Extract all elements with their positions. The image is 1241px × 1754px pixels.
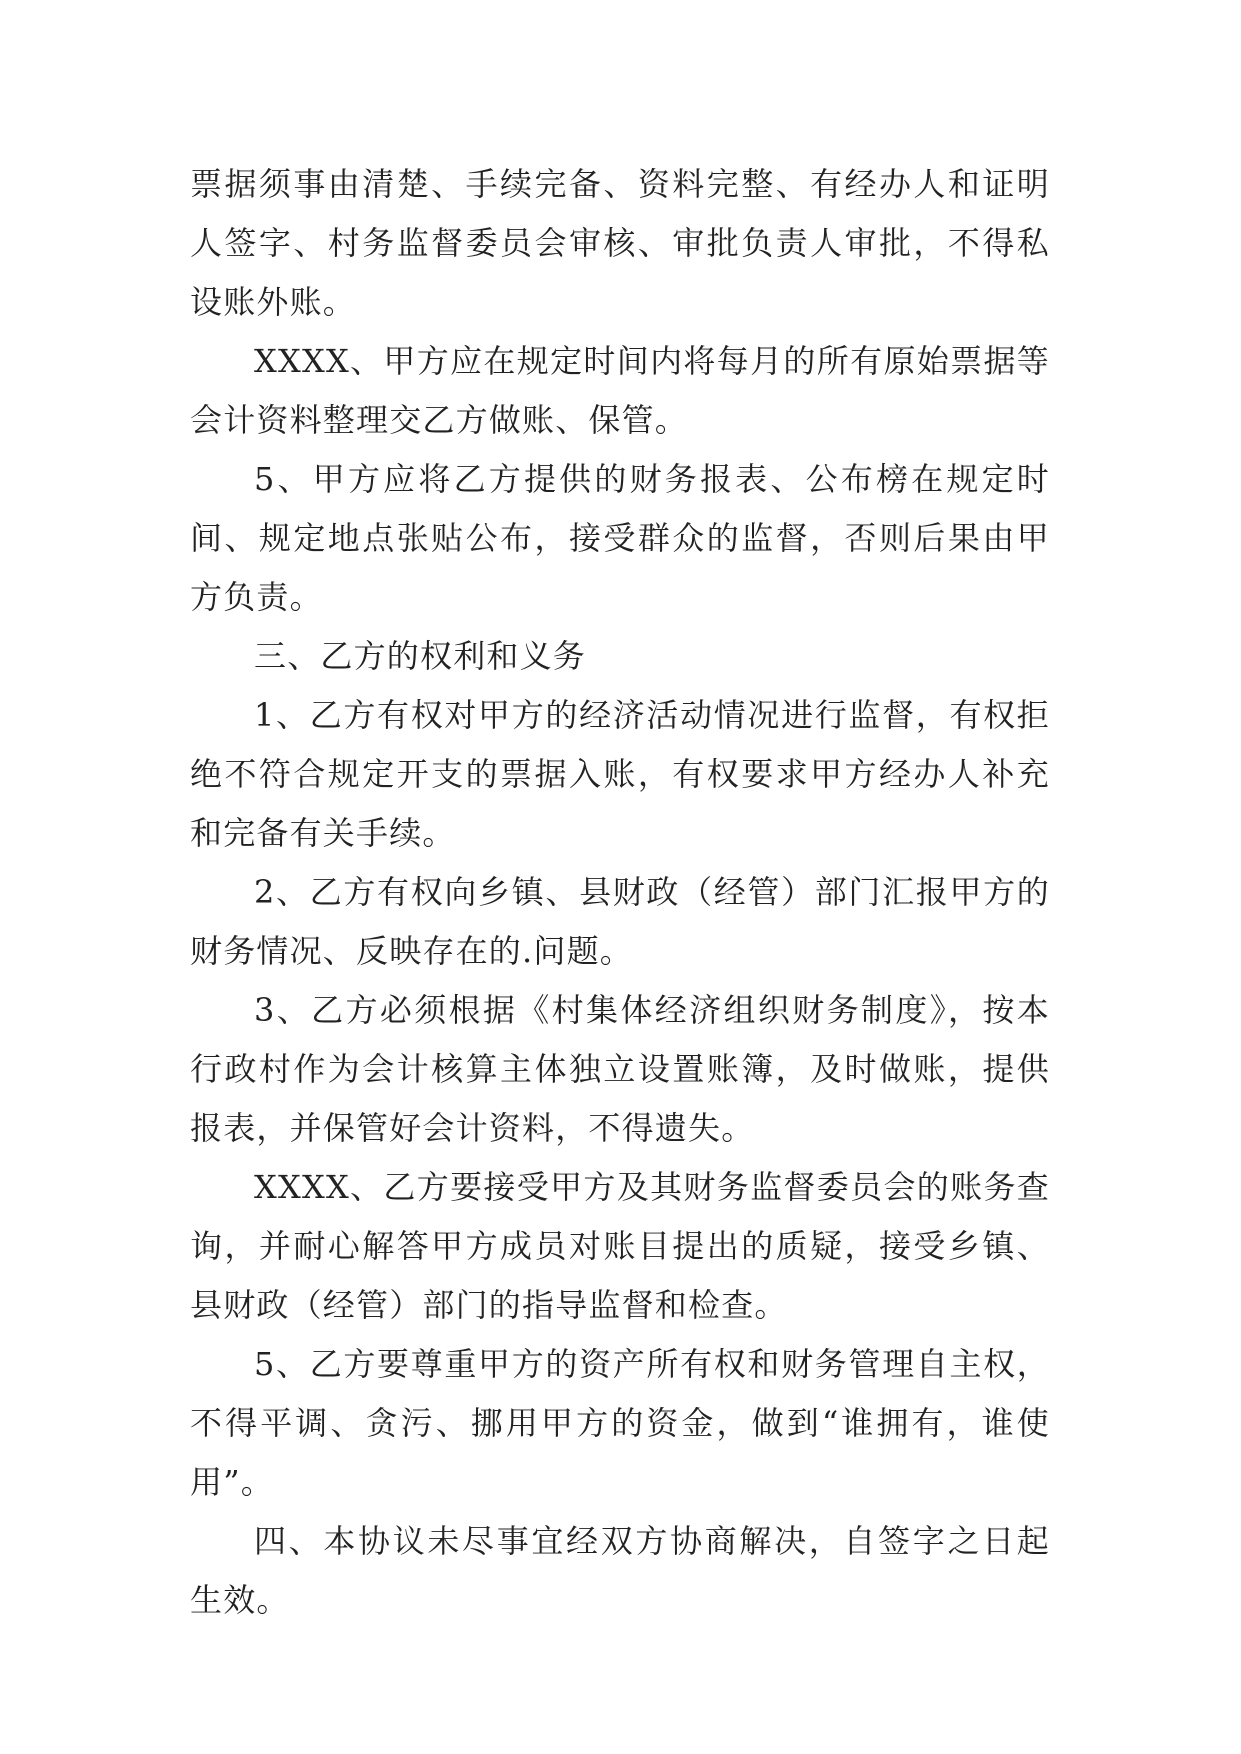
paragraph-item-2-party-b: 2、乙方有权向乡镇、县财政（经管）部门汇报甲方的财务情况、反映存在的.问题。 <box>190 873 1050 970</box>
section-heading-closing-clause: 四、本协议未尽事宜经双方协商解决，自签字之日起生效。 <box>190 1522 1050 1619</box>
paragraph-item-5-party-a: 5、甲方应将乙方提供的财务报表、公布榜在规定时间、规定地点张贴公布，接受群众的监督，否则后果由甲方负责。 <box>190 460 1050 616</box>
document-body <box>190 155 1050 1630</box>
paragraph-item-3-party-b: 3、乙方必须根据《村集体经济组织财务制度》，按本行政村作为会计核算主体独立设置账簿，及时做账，提供报表，并保管好会计资料，不得遗失。 <box>190 991 1050 1147</box>
paragraph-item-4-party-b: XXXX、乙方要接受甲方及其财务监督委员会的账务查询，并耐心解答甲方成员对账目提出的质疑，接受乡镇、县财政（经管）部门的指导监督和检查。 <box>190 1168 1050 1324</box>
paragraph-item-1-party-b: 1、乙方有权对甲方的经济活动情况进行监督，有权拒绝不符合规定开支的票据入账，有权要求甲方经办人补充和完备有关手续。 <box>190 696 1050 852</box>
section-heading-party-b-rights: 三、乙方的权利和义务 <box>254 637 587 675</box>
paragraph-item-4-party-a: XXXX、甲方应在规定时间内将每月的所有原始票据等会计资料整理交乙方做账、保管。 <box>190 342 1050 439</box>
paragraph-item-5-party-b: 5、乙方要尊重甲方的资产所有权和财务管理自主权，不得平调、贪污、挪用甲方的资金，做到“谁拥有，谁使用”。 <box>190 1345 1050 1501</box>
paragraph-continuation: 票据须事由清楚、手续完备、资料完整、有经办人和证明人签字、村务监督委员会审核、审批负责人审批，不得私设账外账。 <box>190 165 1050 321</box>
